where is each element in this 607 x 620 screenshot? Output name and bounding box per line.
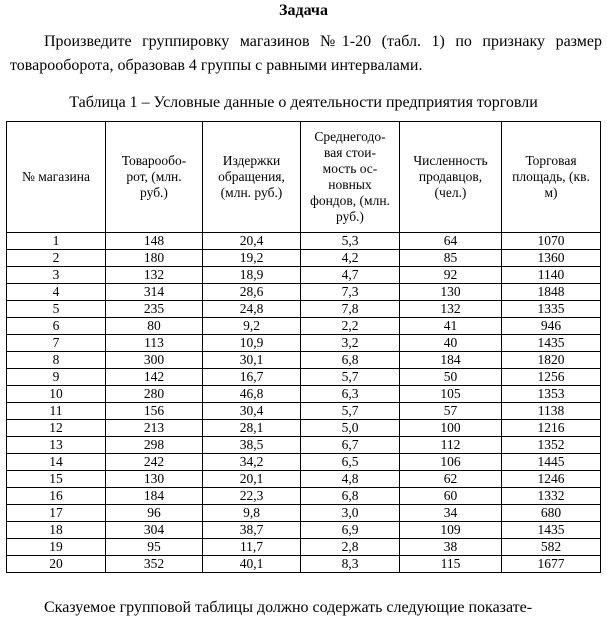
cell-turnover: 148 xyxy=(106,233,203,250)
table-caption: Таблица 1 – Условные данные о деятельности предприятия торговли xyxy=(69,94,538,111)
table-row xyxy=(7,522,601,539)
cell-store-number: 17 xyxy=(7,505,106,522)
cell-trade-area: 582 xyxy=(502,539,601,556)
cell-store-number: 12 xyxy=(7,420,106,437)
cell-costs: 38,5 xyxy=(203,437,301,454)
cell-trade-area: 1256 xyxy=(502,369,601,386)
task-paragraph: Произведите группировку магазинов №1-20 (табл. 1) по признаку размер товарооборота, образовав 4 группы с равными интервалами. xyxy=(10,33,602,74)
cell-costs: 40,1 xyxy=(203,556,301,573)
table-row xyxy=(7,335,601,352)
cell-turnover: 113 xyxy=(106,335,203,352)
cell-fixed-assets: 2,2 xyxy=(301,318,400,335)
table-row xyxy=(7,403,601,420)
cell-turnover: 180 xyxy=(106,250,203,267)
cell-store-number: 2 xyxy=(7,250,106,267)
cell-store-number: 10 xyxy=(7,386,106,403)
table-row xyxy=(7,250,601,267)
table-row xyxy=(7,318,601,335)
cell-store-number: 15 xyxy=(7,471,106,488)
cell-turnover: 132 xyxy=(106,267,203,284)
table-row xyxy=(7,437,601,454)
cell-fixed-assets: 4,8 xyxy=(301,471,400,488)
cell-store-number: 18 xyxy=(7,522,106,539)
table-row xyxy=(7,454,601,471)
table-row xyxy=(7,369,601,386)
cell-turnover: 298 xyxy=(106,437,203,454)
stores-table xyxy=(6,121,601,573)
cell-store-number: 13 xyxy=(7,437,106,454)
cell-sellers-count: 60 xyxy=(400,488,502,505)
cell-trade-area: 1435 xyxy=(502,335,601,352)
cell-turnover: 300 xyxy=(106,352,203,369)
cell-turnover: 156 xyxy=(106,403,203,420)
cell-trade-area: 946 xyxy=(502,318,601,335)
cell-costs: 18,9 xyxy=(203,267,301,284)
cell-store-number: 5 xyxy=(7,301,106,318)
cell-trade-area: 1332 xyxy=(502,488,601,505)
cell-trade-area: 1246 xyxy=(502,471,601,488)
cell-turnover: 213 xyxy=(106,420,203,437)
table-row xyxy=(7,386,601,403)
header-store-number: № магазина xyxy=(7,122,106,233)
cell-turnover: 304 xyxy=(106,522,203,539)
cell-fixed-assets: 6,5 xyxy=(301,454,400,471)
table-row xyxy=(7,267,601,284)
cell-fixed-assets: 6,9 xyxy=(301,522,400,539)
cell-store-number: 6 xyxy=(7,318,106,335)
cell-trade-area: 1848 xyxy=(502,284,601,301)
cell-fixed-assets: 6,7 xyxy=(301,437,400,454)
cell-fixed-assets: 8,3 xyxy=(301,556,400,573)
cell-fixed-assets: 3,2 xyxy=(301,335,400,352)
cell-store-number: 19 xyxy=(7,539,106,556)
cell-sellers-count: 64 xyxy=(400,233,502,250)
cell-trade-area: 1140 xyxy=(502,267,601,284)
header-turnover: Товарообо-рот, (млн. руб.) xyxy=(106,122,203,233)
cell-sellers-count: 184 xyxy=(400,352,502,369)
table-row xyxy=(7,352,601,369)
cell-costs: 20,4 xyxy=(203,233,301,250)
cell-fixed-assets: 3,0 xyxy=(301,505,400,522)
cell-costs: 9,2 xyxy=(203,318,301,335)
cell-costs: 46,8 xyxy=(203,386,301,403)
cell-sellers-count: 40 xyxy=(400,335,502,352)
header-fixed-assets: Среднегодо-вая стои-мость ос-новных фондов, (млн. руб.) xyxy=(301,122,400,233)
cell-store-number: 20 xyxy=(7,556,106,573)
cell-sellers-count: 41 xyxy=(400,318,502,335)
cell-store-number: 1 xyxy=(7,233,106,250)
cell-trade-area: 1353 xyxy=(502,386,601,403)
cell-sellers-count: 100 xyxy=(400,420,502,437)
cell-store-number: 9 xyxy=(7,369,106,386)
cell-costs: 28,6 xyxy=(203,284,301,301)
cell-sellers-count: 130 xyxy=(400,284,502,301)
cell-costs: 11,7 xyxy=(203,539,301,556)
cell-turnover: 314 xyxy=(106,284,203,301)
cell-costs: 16,7 xyxy=(203,369,301,386)
cell-costs: 34,2 xyxy=(203,454,301,471)
cell-store-number: 16 xyxy=(7,488,106,505)
cell-sellers-count: 109 xyxy=(400,522,502,539)
cell-sellers-count: 132 xyxy=(400,301,502,318)
cell-turnover: 242 xyxy=(106,454,203,471)
cell-turnover: 80 xyxy=(106,318,203,335)
table-row xyxy=(7,301,601,318)
cell-costs: 22,3 xyxy=(203,488,301,505)
cell-trade-area: 1445 xyxy=(502,454,601,471)
cell-trade-area: 1352 xyxy=(502,437,601,454)
cell-fixed-assets: 4,2 xyxy=(301,250,400,267)
cell-sellers-count: 112 xyxy=(400,437,502,454)
cell-store-number: 8 xyxy=(7,352,106,369)
cell-costs: 30,4 xyxy=(203,403,301,420)
table-body xyxy=(7,233,601,573)
table-row xyxy=(7,488,601,505)
cell-fixed-assets: 6,8 xyxy=(301,488,400,505)
cell-costs: 28,1 xyxy=(203,420,301,437)
cell-fixed-assets: 6,3 xyxy=(301,386,400,403)
cell-fixed-assets: 5,0 xyxy=(301,420,400,437)
cell-store-number: 7 xyxy=(7,335,106,352)
cell-fixed-assets: 5,7 xyxy=(301,403,400,420)
cell-turnover: 352 xyxy=(106,556,203,573)
cell-sellers-count: 50 xyxy=(400,369,502,386)
cell-trade-area: 680 xyxy=(502,505,601,522)
task-title: Задача xyxy=(279,2,328,19)
table-row xyxy=(7,539,601,556)
cell-fixed-assets: 7,8 xyxy=(301,301,400,318)
cell-costs: 38,7 xyxy=(203,522,301,539)
cell-trade-area: 1070 xyxy=(502,233,601,250)
cell-trade-area: 1677 xyxy=(502,556,601,573)
cell-trade-area: 1138 xyxy=(502,403,601,420)
cell-trade-area: 1435 xyxy=(502,522,601,539)
cell-trade-area: 1360 xyxy=(502,250,601,267)
cell-turnover: 96 xyxy=(106,505,203,522)
cell-sellers-count: 106 xyxy=(400,454,502,471)
cell-costs: 30,1 xyxy=(203,352,301,369)
table-row xyxy=(7,284,601,301)
cell-turnover: 142 xyxy=(106,369,203,386)
cell-costs: 9,8 xyxy=(203,505,301,522)
cell-fixed-assets: 5,3 xyxy=(301,233,400,250)
header-trade-area: Торговая площадь, (кв. м) xyxy=(502,122,601,233)
cell-fixed-assets: 4,7 xyxy=(301,267,400,284)
cell-store-number: 4 xyxy=(7,284,106,301)
table-header-row xyxy=(7,122,601,233)
cell-costs: 24,8 xyxy=(203,301,301,318)
footer-text: Сказуемое групповой таблицы должно содержать следующие показате- xyxy=(44,599,533,616)
cell-turnover: 280 xyxy=(106,386,203,403)
cell-turnover: 235 xyxy=(106,301,203,318)
cell-sellers-count: 38 xyxy=(400,539,502,556)
cell-sellers-count: 34 xyxy=(400,505,502,522)
cell-sellers-count: 85 xyxy=(400,250,502,267)
cell-sellers-count: 115 xyxy=(400,556,502,573)
cell-trade-area: 1820 xyxy=(502,352,601,369)
cell-store-number: 11 xyxy=(7,403,106,420)
cell-costs: 20,1 xyxy=(203,471,301,488)
cell-store-number: 14 xyxy=(7,454,106,471)
cell-turnover: 184 xyxy=(106,488,203,505)
cell-sellers-count: 92 xyxy=(400,267,502,284)
table-row xyxy=(7,233,601,250)
cell-costs: 19,2 xyxy=(203,250,301,267)
cell-fixed-assets: 5,7 xyxy=(301,369,400,386)
cell-fixed-assets: 7,3 xyxy=(301,284,400,301)
cell-trade-area: 1335 xyxy=(502,301,601,318)
cell-costs: 10,9 xyxy=(203,335,301,352)
cell-store-number: 3 xyxy=(7,267,106,284)
table-row xyxy=(7,556,601,573)
table-row xyxy=(7,471,601,488)
table-row xyxy=(7,420,601,437)
cell-trade-area: 1216 xyxy=(502,420,601,437)
header-sellers-count: Численность продавцов, (чел.) xyxy=(400,122,502,233)
cell-sellers-count: 62 xyxy=(400,471,502,488)
cell-fixed-assets: 2,8 xyxy=(301,539,400,556)
cell-sellers-count: 57 xyxy=(400,403,502,420)
cell-fixed-assets: 6,8 xyxy=(301,352,400,369)
cell-turnover: 130 xyxy=(106,471,203,488)
cell-turnover: 95 xyxy=(106,539,203,556)
cell-sellers-count: 105 xyxy=(400,386,502,403)
header-costs: Издержки обращения, (млн. руб.) xyxy=(203,122,301,233)
table-row xyxy=(7,505,601,522)
